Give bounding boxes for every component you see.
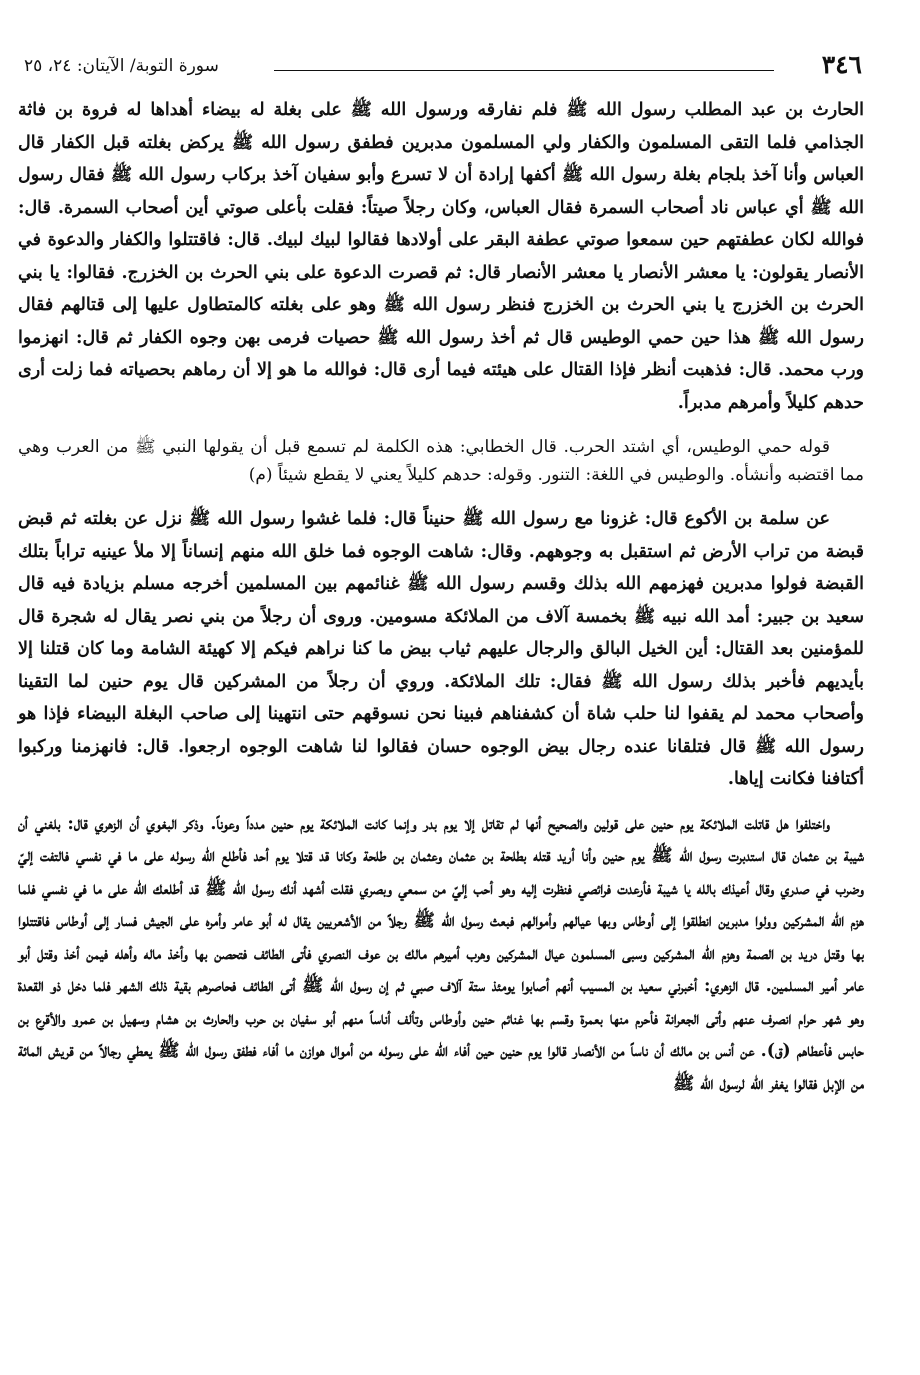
paragraph-commentary: قوله حمي الوطيس، أي اشتد الحرب. قال الخطابي: هذه الكلمة لم تسمع قبل أن يقولها النبي ﷺ من العرب وهي مما اقتضبه وأنشأه. والوطيس في اللغة: التنور. وقوله: حدهم كليلاً يعني لا يقطع شيئاً (م) bbox=[18, 437, 864, 485]
paragraph-hadith-hunain: الحارث بن عبد المطلب رسول الله ﷺ فلم نفارقه ورسول الله ﷺ على بغلة له بيضاء أهداها له فروة بن فاثة الجذامي فلما التقى المسلمون والكفار ولي المسلمون مدبرين فطفق رسول الله ﷺ يركض بغلته قبل الكفار قال العباس وأنا آخذ بلجام بغلة رسول الله ﷺ أكفها إرادة أن لا تسرع وأبو سفيان آخذ بركاب رسول الله ﷺ فقال رسول الله ﷺ أي عباس ناد أصحاب السمرة فقال العباس، وكان رجلاً صيتاً: فقلت بأعلى صوتي أين أصحاب السمرة. قال: فوالله لكان عطفتهم حين سمعوا صوتي عطفة البقر على أولادها فقالوا لبيك لبيك. قال: فاقتتلوا والكفار والدعوة في الأنصار يقولون: يا معشر الأنصار يا معشر الأنصار قال: ثم قصرت الدعوة على بني الحرث بن الخزرج. فقالوا: يا بني الحرث بن الخزرج يا بني الحرث بن الخزرج فنظر رسول الله ﷺ وهو على بغلته كالمتطاول عليها إلى قتالهم فقال رسول الله ﷺ هذا حين حمي الوطيس قال ثم أخذ رسول الله ﷺ حصيات فرمى بهن وجوه الكفار ثم قال: انهزموا ورب محمد. قال: فذهبت أنظر فإذا القتال على هيئته فيما أرى قال: فوالله ما هو إلا أن رماهم بحصياته فما زلت أرى حدهم كليلاً وأمرهم مدبراً. bbox=[18, 100, 864, 413]
running-title: سورة التوبة/ الآيتان: ٢٤، ٢٥ bbox=[24, 56, 219, 76]
paragraph-salama-narration: عن سلمة بن الأكوع قال: غزونا مع رسول الله ﷺ حنيناً قال: فلما غشوا رسول الله ﷺ نزل عن بغلته ثم قبض قبضة من تراب الأرض ثم استقبل به وجوههم. وقال: شاهت الوجوه فما خلق الله منهم إنساناً إلا ملأ عينيه تراباً بتلك القبضة فولوا مدبرين فهزمهم الله بذلك وقسم رسول الله ﷺ غنائمهم بين المسلمين أخرجه مسلم بزيادة فيه قال سعيد بن جبير: أمد الله نبيه ﷺ بخمسة آلاف من الملائكة مسومين. وروى أن رجلاً من بني نصر يقال له شجرة قال للمؤمنين بعد القتال: أين الخيل البالق والرجال عليهم ثياب بيض ما كنا نراهم فيكم إلا كهيئة الشامة وما كان قتلنا إلا بأيديهم فأخبر بذلك رسول الله ﷺ فقال: تلك الملائكة. وروي أن رجلاً من المشركين قال يوم حنين لما التقينا وأصحاب محمد لم يقفوا لنا حلب شاة أن كشفناهم فبينا نحن نسوقهم حتى انتهينا إلى صاحب البغلة البيضاء فإذا هو رسول الله ﷺ قال فتلقانا عنده رجال بيض الوجوه حسان فقالوا لنا شاهت الوجوه ارجعوا. قال: فانهزمنا وركبوا أكتافنا فكانت إياها. bbox=[18, 509, 864, 789]
page-header bbox=[24, 50, 862, 84]
page-number: ٣٤٦ bbox=[821, 50, 862, 79]
paragraph-gap bbox=[18, 796, 864, 808]
paragraph-angels-discussion: واختلفوا هل قاتلت الملائكة يوم حنين على قولين والصحيح أنها لم تقاتل إلا يوم بدر وإنما كانت الملائكة يوم حنين مدداً وعوناً. وذكر البغوي أن الزهري قال: بلغني أن شيبة بن عثمان قال استدبرت رسول الله ﷺ يوم حنين وأنا أريد قتله بطلحة بن عثمان وعثمان بن طلحة وكانا قد قتلا يوم أحد فأطلع الله رسوله على ما في نفسي فالتفت إليّ وضرب في صدري وقال أعيذك بالله يا شيبة فأرعدت فرائصي فنظرت إليه وهو أحب إليّ من سمعي وبصري فقلت أشهد أنك رسول الله ﷺ قد أطلعك الله على ما في نفسي فلما هزم الله المشركين وولوا مدبرين انطلقوا إلى أوطاس وبها عيالهم وأموالهم فبعث رسول الله ﷺ رجلاً من الأشعريين يقال له أبو عامر وأمره على الجيش فسار إلى أوطاس فاقتتلوا بها وقتل دريد بن الصمة وهزم الله المشركين وسبى المسلمون عيال المشركين وهرب أميرهم مالك بن عوف النصري فأتى الطائف فتحصن بها وأخذ ماله وأهله فيمن أخذ وقتل أبو عامر أمير المسلمين. قال الزهري: أخبرني سعيد بن المسيب أنهم أصابوا يومئذ ستة آلاف صبي ثم إن رسول الله ﷺ أتى الطائف فحاصرهم بقية ذلك الشهر فلما دخل ذو القعدة وهو شهر حرام انصرف عنهم وأتى الجعرانة فأحرم منها بعمرة وقسم بها غنائم حنين وأوطاس وتألف أناساً منهم أبو سفيان بن حرب والحارث بن هشام وسهيل بن عمرو والأقرع بن حابس فأعطاهم (ق). عن أنس بن مالك أن ناساً من الأنصار قالوا يوم حنين حين أفاء الله على رسوله من أموال هوازن ما أفاء فطفق رسول الله ﷺ يعطي رجالاً من قريش المائة من الإبل فقالوا يغفر الله لرسول الله ﷺ bbox=[18, 813, 864, 1094]
body-text bbox=[18, 94, 864, 1100]
header-rule bbox=[274, 70, 774, 71]
